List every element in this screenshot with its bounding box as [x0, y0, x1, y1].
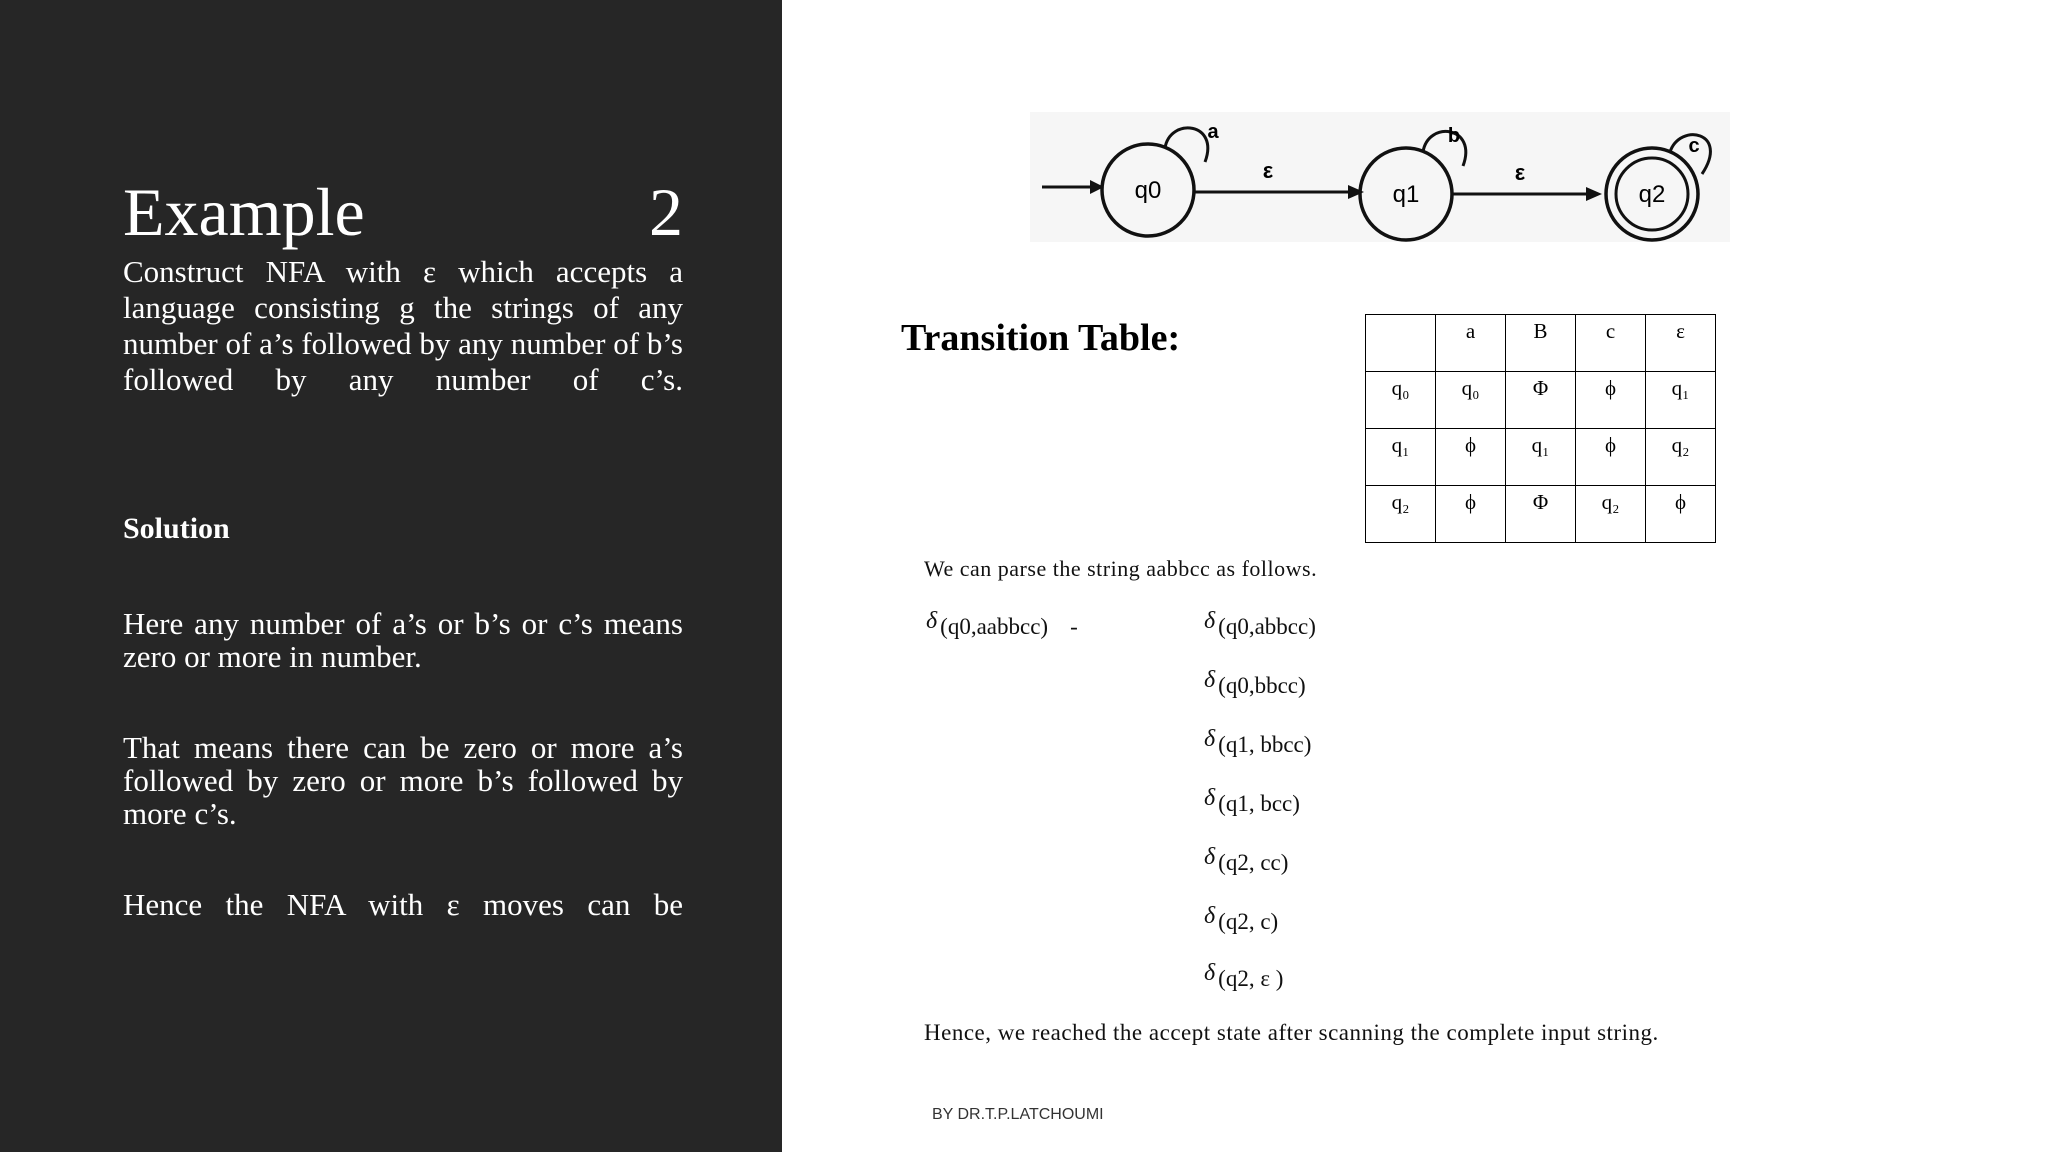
parse-step: [1204, 960, 1284, 993]
table-row: [1366, 372, 1716, 429]
parse-start-config: (q0,aabbcc): [940, 614, 1049, 639]
delta-symbol: δ: [1204, 785, 1216, 811]
parse-step: [1204, 844, 1289, 877]
parse-intro: We can parse the string aabbcc as follows.: [924, 556, 1318, 581]
parse-step-config: (q1, bbcc): [1218, 732, 1312, 757]
table-cell: ϕ: [1436, 486, 1506, 543]
parse-step: [1204, 785, 1300, 818]
parse-step-config: (q2, ε ): [1218, 966, 1284, 991]
loop-label-c: c: [1688, 135, 1700, 157]
table-cell: q₁: [1366, 429, 1436, 486]
table-cell: Φ: [1506, 486, 1576, 543]
parse-step-config: (q2, c): [1218, 909, 1279, 934]
parse-step-config: (q1, bcc): [1218, 791, 1300, 816]
table-cell: q₁: [1506, 429, 1576, 486]
table-cell: Φ: [1506, 372, 1576, 429]
solution-label: Solution: [123, 512, 230, 545]
table-cell: q₂: [1576, 486, 1646, 543]
table-cell: a: [1436, 315, 1506, 372]
table-cell: ϕ: [1646, 486, 1716, 543]
table-cell: q₀: [1366, 372, 1436, 429]
parse-step-config: (q0,bbcc): [1218, 673, 1306, 698]
delta-symbol: δ: [926, 608, 938, 634]
title-word: Example: [123, 174, 365, 250]
transition-table-heading: Transition Table:: [901, 317, 1181, 359]
parse-step: [1204, 726, 1312, 759]
edge-label-2: ε: [1514, 160, 1526, 185]
table-row: [1366, 429, 1716, 486]
table-cell: q₀: [1436, 372, 1506, 429]
edge-label-1: ε: [1262, 158, 1274, 183]
parse-step: [1204, 667, 1306, 700]
parse-arrow: -: [1070, 614, 1078, 639]
delta-symbol: δ: [1204, 726, 1216, 752]
parse-step-config: (q2, cc): [1218, 850, 1289, 875]
table-cell: q₂: [1366, 486, 1436, 543]
title-number: 2: [649, 174, 683, 250]
delta-symbol: δ: [1204, 960, 1216, 986]
state-q0-label: q0: [1134, 177, 1162, 204]
solution-para-1: Here any number of a’s or b’s or c’s means zero or more in number.: [123, 606, 683, 674]
author-footer: BY DR.T.P.LATCHOUMI: [932, 1106, 1104, 1123]
table-cell: [1366, 315, 1436, 372]
parse-conclusion: Hence, we reached the accept state after scanning the complete input string.: [924, 1020, 1659, 1045]
solution-para-3: Hence the NFA with ε moves can be: [123, 887, 683, 922]
state-q2-label: q2: [1638, 181, 1666, 208]
table-cell: ϕ: [1576, 429, 1646, 486]
transition-table: [1365, 314, 1716, 543]
delta-symbol: δ: [1204, 844, 1216, 870]
table-cell: B: [1506, 315, 1576, 372]
nfa-diagram: [1030, 112, 1730, 242]
table-header-row: [1366, 315, 1716, 372]
delta-symbol: δ: [1204, 667, 1216, 693]
table-row: [1366, 486, 1716, 543]
parse-step: [1204, 903, 1279, 936]
parse-step: [1204, 608, 1316, 641]
slide-title: [123, 170, 683, 255]
table-cell: ϕ: [1576, 372, 1646, 429]
table-cell: ϕ: [1436, 429, 1506, 486]
table-cell: ε: [1646, 315, 1716, 372]
parse-start: [926, 608, 1078, 641]
solution-para-2: That means there can be zero or more a’s followed by zero or more b’s followed by more c’s.: [123, 730, 683, 831]
left-panel: [0, 0, 782, 1152]
state-q1-label: q1: [1392, 181, 1420, 208]
delta-symbol: δ: [1204, 903, 1216, 929]
table-cell: q₂: [1646, 429, 1716, 486]
loop-label-a: a: [1207, 121, 1219, 143]
delta-symbol: δ: [1204, 608, 1216, 634]
table-cell: c: [1576, 315, 1646, 372]
parse-step-config: (q0,abbcc): [1218, 614, 1316, 639]
problem-statement: Construct NFA with ε which accepts a language consisting g the strings of any number of a’s followed by any number of b’s followed by any number of c’s.: [123, 254, 683, 397]
loop-label-b: b: [1447, 125, 1461, 147]
table-cell: q₁: [1646, 372, 1716, 429]
